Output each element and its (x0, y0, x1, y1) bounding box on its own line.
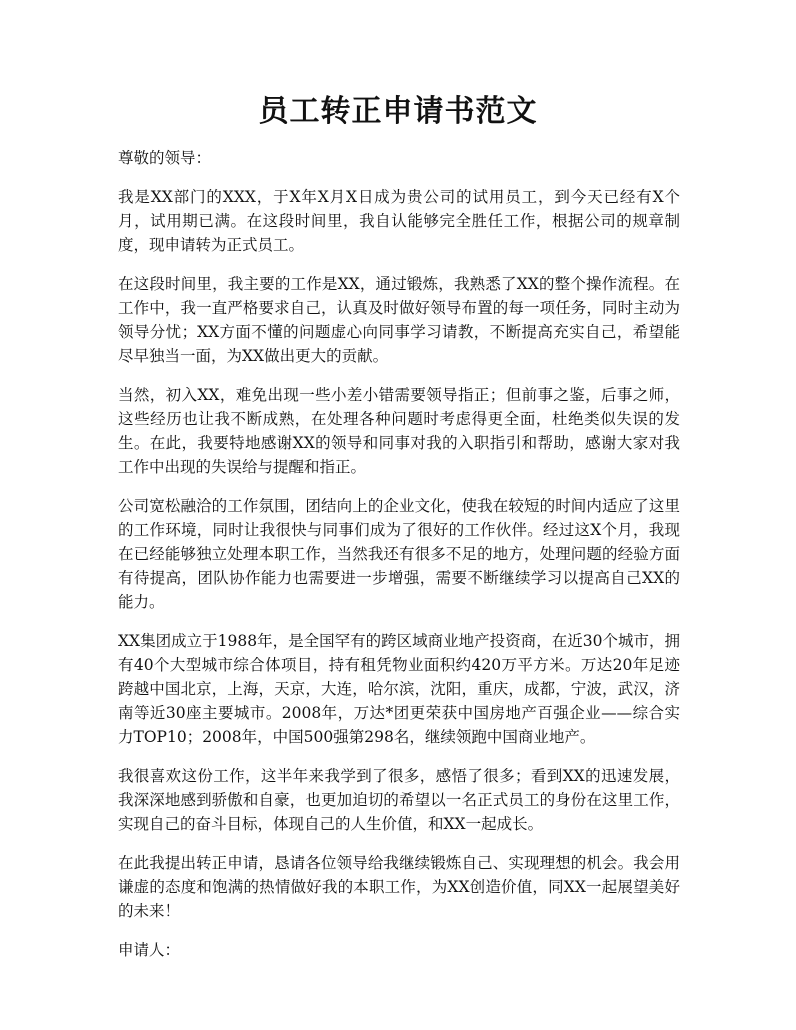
paragraph-4: 公司宽松融洽的工作氛围，团结向上的企业文化，使我在较短的时间内适应了这里的工作环境，同时让我很快与同事们成为了很好的工作伙伴。经过这X个月，我现在已经能够独立处理本职工作，当然我还有很多不足的地方，处理问题的经验方面有待提高，团队协作能力也需要进一步增强，需要不断继续学习以提高自己XX的能力。 (118, 497, 680, 611)
signature-line: 申请人： (118, 941, 181, 959)
paragraph-3: 当然，初入XX，难免出现一些小差小错需要领导指正；但前事之鉴，后事之师，这些经历也让我不断成熟，在处理各种问题时考虑得更全面，杜绝类似失误的发生。在此，我要特地感谢XX的领导和同事对我的入职指引和帮助，感谢大家对我工作中出现的失误给与提醒和指正。 (118, 386, 680, 476)
document-title: 员工转正申请书范文 (258, 94, 538, 129)
paragraph-5: XX集团成立于1988年，是全国罕有的跨区域商业地产投资商，在近30个城市，拥有40个大型城市综合体项目，持有租凭物业面积约420万平方米。万达20年足迹跨越中国北京，上海，天京，大连，哈尔滨，沈阳，重庆，成都，宁波，武汉，济南等近30座主要城市。2008年，万达*团更荣获中国房地产百强企业——综合实力TOP10；2008年，中国500强第298名，继续领跑中国商业地产。 (118, 632, 680, 746)
document-body (118, 146, 680, 962)
paragraph-6: 我很喜欢这份工作，这半年来我学到了很多，感悟了很多；看到XX的迅速发展，我深深地感到骄傲和自豪，也更加迫切的希望以一名正式员工的身份在这里工作，实现自己的奋斗目标，体现自己的人生价值，和XX一起成长。 (118, 767, 680, 833)
paragraph-7: 在此我提出转正申请，恳请各位领导给我继续锻炼自己、实现理想的机会。我会用谦虚的态度和饱满的热情做好我的本职工作，为XX创造价值，同XX一起展望美好的未来！ (118, 854, 680, 920)
paragraph-1: 我是XX部门的XXX，于X年X月X日成为贵公司的试用员工，到今天已经有X个月，试用期已满。在这段时间里，我自认能够完全胜任工作，根据公司的规章制度，现申请转为正式员工。 (118, 188, 680, 254)
salutation: 尊敬的领导： (118, 149, 212, 167)
paragraph-2: 在这段时间里，我主要的工作是XX，通过锻炼，我熟悉了XX的整个操作流程。在工作中，我一直严格要求自己，认真及时做好领导布置的每一项任务，同时主动为领导分忧；XX方面不懂的问题虚心向同事学习请教，不断提高充实自己，希望能尽早独当一面，为XX做出更大的贡献。 (118, 275, 680, 365)
